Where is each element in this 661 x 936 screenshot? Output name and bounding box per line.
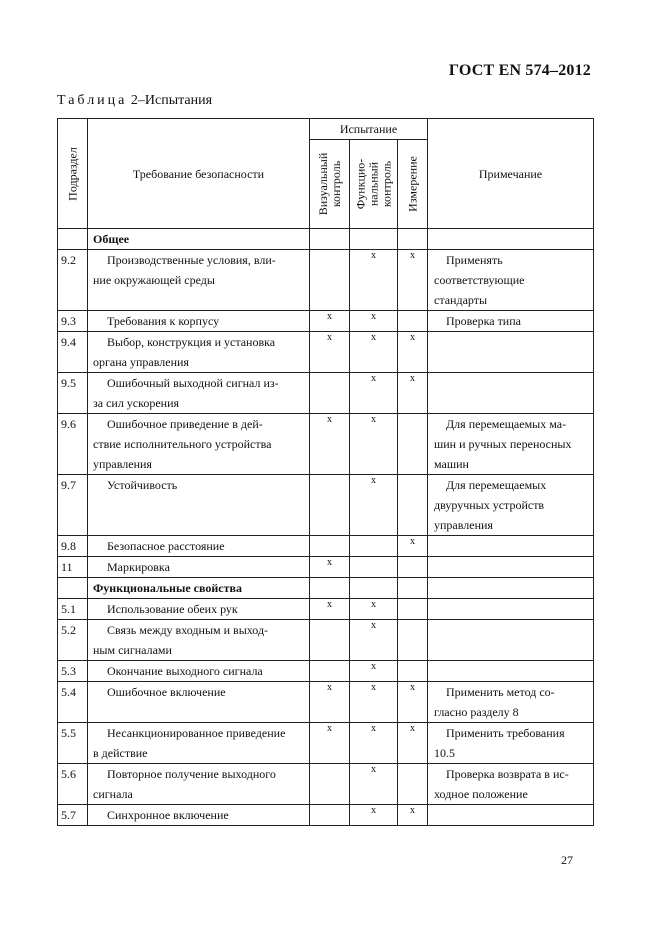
row-section-number: 9.8	[58, 536, 88, 557]
measure-check-cell	[398, 475, 428, 536]
check-mark: x	[327, 682, 332, 693]
check-mark: x	[410, 373, 415, 384]
functional-check-cell	[350, 373, 398, 414]
row-section-number: 9.3	[58, 311, 88, 332]
measure-check-cell	[398, 805, 428, 826]
check-mark: x	[410, 682, 415, 693]
table-row	[58, 682, 594, 723]
section-num-cell	[58, 578, 88, 599]
measure-check-cell	[398, 599, 428, 620]
check-mark: x	[410, 805, 415, 816]
check-mark: x	[327, 557, 332, 568]
table-row	[58, 332, 594, 373]
functional-check-cell	[350, 414, 398, 475]
row-note	[428, 599, 594, 620]
table-row	[58, 620, 594, 661]
row-requirement: Синхронное включение	[88, 805, 310, 826]
check-mark: x	[371, 475, 376, 486]
row-section-number: 11	[58, 557, 88, 578]
row-requirement: Повторное получение выходного сигнала	[88, 764, 310, 805]
row-requirement: Требования к корпусу	[88, 311, 310, 332]
check-mark: x	[371, 414, 376, 425]
functional-check-cell	[350, 805, 398, 826]
visual-check-cell	[310, 805, 350, 826]
table-row	[58, 661, 594, 682]
visual-check-cell	[310, 373, 350, 414]
check-mark: x	[327, 599, 332, 610]
functional-check-cell	[350, 536, 398, 557]
measure-check-cell	[398, 723, 428, 764]
section-row	[58, 229, 594, 250]
header-measure: Измерение	[398, 140, 428, 229]
check-mark: x	[327, 414, 332, 425]
visual-check-cell	[310, 332, 350, 373]
check-mark: x	[371, 373, 376, 384]
header-functional: Функцио- нальный контроль	[350, 140, 398, 229]
row-requirement: Безопасное расстояние	[88, 536, 310, 557]
table-row	[58, 723, 594, 764]
row-requirement: Устойчивость	[88, 475, 310, 536]
visual-check-cell	[310, 414, 350, 475]
row-section-number: 5.7	[58, 805, 88, 826]
row-requirement: Окончание выходного сигнала	[88, 661, 310, 682]
section-row	[58, 578, 594, 599]
visual-check-cell	[310, 475, 350, 536]
header-test-group: Испытание	[310, 119, 428, 140]
check-mark: x	[327, 332, 332, 343]
row-note	[428, 373, 594, 414]
functional-check-cell	[350, 557, 398, 578]
section-title: Общее	[88, 229, 310, 250]
functional-check-cell	[350, 661, 398, 682]
row-note	[428, 557, 594, 578]
row-section-number: 9.6	[58, 414, 88, 475]
table-row	[58, 536, 594, 557]
row-requirement: Несанкционированное приведение в действие	[88, 723, 310, 764]
tests-table	[57, 118, 594, 826]
row-requirement: Выбор, конструкция и установка органа управления	[88, 332, 310, 373]
row-requirement: Связь между входным и выход- ным сигналами	[88, 620, 310, 661]
check-mark: x	[327, 311, 332, 322]
row-note	[428, 661, 594, 682]
header-note: Примечание	[428, 119, 594, 229]
measure-check-cell	[398, 250, 428, 311]
check-mark: x	[371, 332, 376, 343]
check-mark: x	[371, 620, 376, 631]
check-mark: x	[371, 805, 376, 816]
measure-check-cell	[398, 661, 428, 682]
functional-check-cell	[350, 723, 398, 764]
check-mark: x	[327, 723, 332, 734]
measure-check-cell	[398, 682, 428, 723]
visual-check-cell	[310, 557, 350, 578]
functional-check-cell	[350, 332, 398, 373]
row-section-number: 5.3	[58, 661, 88, 682]
visual-check-cell	[310, 250, 350, 311]
row-section-number: 9.2	[58, 250, 88, 311]
table-body	[58, 229, 594, 826]
table-row	[58, 475, 594, 536]
visual-check-cell	[310, 764, 350, 805]
row-requirement: Ошибочное приведение в дей- ствие исполнительного устройства управления	[88, 414, 310, 475]
functional-check-cell	[350, 311, 398, 332]
functional-check-cell	[350, 475, 398, 536]
table-row	[58, 557, 594, 578]
check-mark: x	[371, 723, 376, 734]
header-visual: Визуальный контроль	[310, 140, 350, 229]
visual-check-cell	[310, 682, 350, 723]
caption-dash: –	[137, 93, 145, 108]
caption-number: 2	[130, 93, 138, 108]
row-section-number: 5.2	[58, 620, 88, 661]
check-mark: x	[410, 723, 415, 734]
table-row	[58, 764, 594, 805]
table-caption	[57, 93, 212, 109]
check-mark: x	[410, 536, 415, 547]
visual-check-cell	[310, 536, 350, 557]
row-note: Для перемещаемых ма- шин и ручных переносных машин	[428, 414, 594, 475]
measure-check-cell	[398, 764, 428, 805]
check-mark: x	[371, 311, 376, 322]
functional-check-cell	[350, 764, 398, 805]
functional-check-cell	[350, 682, 398, 723]
row-section-number: 5.6	[58, 764, 88, 805]
row-note	[428, 332, 594, 373]
caption-word: Таблица	[57, 93, 128, 108]
check-mark: x	[410, 332, 415, 343]
check-mark: x	[371, 661, 376, 672]
functional-check-cell	[350, 620, 398, 661]
row-section-number: 5.5	[58, 723, 88, 764]
row-requirement: Ошибочное включение	[88, 682, 310, 723]
row-note	[428, 620, 594, 661]
functional-check-cell	[350, 250, 398, 311]
header-section: Подраздел	[58, 119, 88, 229]
functional-check-cell	[350, 599, 398, 620]
table-row	[58, 250, 594, 311]
measure-check-cell	[398, 557, 428, 578]
row-section-number: 5.4	[58, 682, 88, 723]
measure-check-cell	[398, 332, 428, 373]
page-number: 27	[561, 853, 573, 867]
visual-check-cell	[310, 661, 350, 682]
measure-check-cell	[398, 414, 428, 475]
visual-check-cell	[310, 311, 350, 332]
check-mark: x	[371, 599, 376, 610]
standard-number: ГОСТ EN 574–2012	[448, 62, 591, 79]
row-requirement: Маркировка	[88, 557, 310, 578]
row-note: Проверка возврата в ис- ходное положение	[428, 764, 594, 805]
check-mark: x	[371, 682, 376, 693]
row-section-number: 9.7	[58, 475, 88, 536]
section-num-cell	[58, 229, 88, 250]
measure-check-cell	[398, 311, 428, 332]
check-mark: x	[410, 250, 415, 261]
row-note	[428, 536, 594, 557]
table-row	[58, 414, 594, 475]
row-requirement: Производственные условия, вли- ние окружающей среды	[88, 250, 310, 311]
table-row	[58, 373, 594, 414]
row-section-number: 9.5	[58, 373, 88, 414]
visual-check-cell	[310, 599, 350, 620]
table-row	[58, 805, 594, 826]
visual-check-cell	[310, 620, 350, 661]
table-row	[58, 599, 594, 620]
check-mark: x	[371, 764, 376, 775]
visual-check-cell	[310, 723, 350, 764]
measure-check-cell	[398, 373, 428, 414]
row-note: Применить метод со- гласно разделу 8	[428, 682, 594, 723]
row-requirement: Ошибочный выходной сигнал из- за сил ускорения	[88, 373, 310, 414]
caption-title: Испытания	[144, 93, 213, 108]
measure-check-cell	[398, 536, 428, 557]
row-note: Применять соответствующие стандарты	[428, 250, 594, 311]
row-note: Проверка типа	[428, 311, 594, 332]
section-title: Функциональные свойства	[88, 578, 310, 599]
check-mark: x	[371, 250, 376, 261]
row-section-number: 9.4	[58, 332, 88, 373]
row-note: Для перемещаемых двуручных устройств управления	[428, 475, 594, 536]
table-row	[58, 311, 594, 332]
row-section-number: 5.1	[58, 599, 88, 620]
row-note	[428, 805, 594, 826]
header-requirement: Требование безопасности	[88, 119, 310, 229]
measure-check-cell	[398, 620, 428, 661]
row-note: Применить требования 10.5	[428, 723, 594, 764]
row-requirement: Использование обеих рук	[88, 599, 310, 620]
